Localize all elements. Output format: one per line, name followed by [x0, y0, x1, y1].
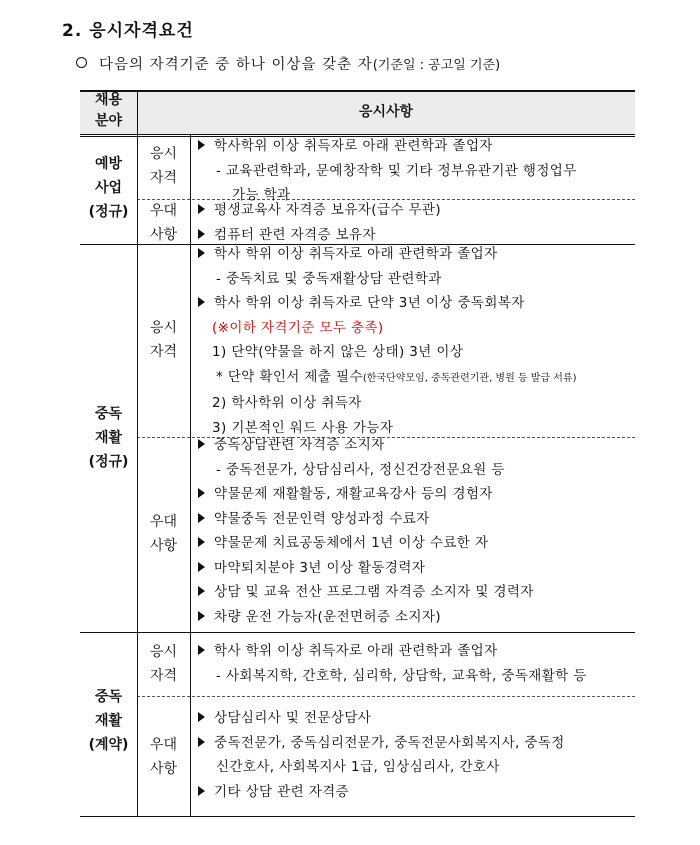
circle-bullet-icon [76, 57, 87, 68]
header-field: 채용 분야 [94, 92, 123, 129]
intro-main: 다음의 자격기준 중 하나 이상을 갖춘 자 [99, 57, 373, 73]
triangle-bullet-icon [198, 513, 205, 523]
list-item: 가능 학과 [232, 187, 291, 203]
intro-note: (기준일 : 공고일 기준) [372, 58, 501, 73]
header-requirements: 응시사항 [358, 104, 414, 120]
intro-line [76, 53, 500, 74]
triangle-bullet-icon [198, 439, 205, 449]
preference-cell [198, 706, 633, 804]
list-item: 학사 학위 이상 취득자로 아래 관련학과 졸업자 [198, 242, 633, 267]
list-item: 컴퓨터 관련 자격증 보유자 [198, 223, 633, 248]
triangle-bullet-icon [198, 140, 205, 150]
qualification-cell [198, 134, 633, 208]
column-divider [190, 134, 191, 816]
triangle-bullet-icon [198, 586, 205, 596]
list-item: 중독전문가, 중독심리전문가, 중독전문사회복지사, 중독정 [198, 731, 633, 756]
row-label-qualification: 응시 자격 [149, 146, 178, 186]
requirements-table [80, 90, 635, 817]
list-item: - 사회복지학, 간호학, 심리학, 상담학, 교육학, 중독재활학 등 [216, 667, 587, 684]
triangle-bullet-icon [198, 204, 205, 214]
row-label-preference: 우대 사항 [149, 203, 178, 243]
row-label-preference: 우대 사항 [149, 737, 178, 777]
list-item: - 교육관련학과, 문예창작학 및 기타 정부유관기관 행정업무 [216, 162, 577, 179]
category-addiction-contract: 중독 재활 (계약) [88, 689, 129, 753]
triangle-bullet-icon [198, 488, 205, 498]
list-item: * 단약 확인서 제출 필수(한국단약모임, 중독관련기관, 병원 등 발급 서류) [216, 368, 577, 385]
list-item: 기타 상담 관련 자격증 [198, 780, 633, 805]
list-item: 1) 단약(약물을 하지 않은 상태) 3년 이상 [212, 344, 464, 360]
list-item: 평생교육사 자격증 보유자(급수 무관) [198, 198, 633, 223]
list-item: 상담심리사 및 전문상담사 [198, 706, 633, 731]
triangle-bullet-icon [198, 645, 205, 655]
list-item: 학사 학위 이상 취득자로 단약 3년 이상 중독회복자 [198, 291, 633, 316]
list-item: 약물문제 재활활동, 재활교육강사 등의 경험자 [198, 482, 633, 507]
row-label-preference: 우대 사항 [149, 514, 178, 554]
triangle-bullet-icon [198, 229, 205, 239]
list-item: 약물중독 전문인력 양성과정 수료자 [198, 507, 633, 532]
list-item: 신간호사, 사회복지사 1급, 임상심리사, 간호사 [216, 759, 500, 775]
triangle-bullet-icon [198, 611, 205, 621]
list-item: 마약퇴치분야 3년 이상 활동경력자 [198, 556, 633, 581]
preference-cell [198, 433, 633, 629]
triangle-bullet-icon [198, 737, 205, 747]
triangle-bullet-icon [198, 248, 205, 258]
row-label-qualification: 응시 자격 [149, 320, 178, 360]
triangle-bullet-icon [198, 786, 205, 796]
qualification-cell [198, 639, 633, 688]
triangle-bullet-icon [198, 297, 205, 307]
row-label-qualification: 응시 자격 [149, 644, 178, 684]
list-item: 약물문제 치료공동체에서 1년 이상 수료한 자 [198, 531, 633, 556]
list-item: - 중독전문가, 상담심리사, 정신건강전문요원 등 [216, 461, 505, 478]
list-item: 학사학위 이상 취득자로 아래 관련학과 졸업자 [198, 134, 633, 159]
category-addiction-regular: 중독 재활 (정규) [88, 406, 129, 470]
list-item: 상담 및 교육 전산 프로그램 자격증 소지자 및 경력자 [198, 580, 633, 605]
list-item: 3) 기본적인 워드 사용 가능자 [212, 419, 394, 436]
row-divider [137, 696, 635, 697]
table-bottom-border [80, 816, 635, 817]
list-item: 중독상담관련 자격증 소지자 [198, 433, 633, 458]
category-prevention: 예방 사업 (정규) [88, 156, 129, 220]
qualification-cell [198, 242, 633, 440]
triangle-bullet-icon [198, 562, 205, 572]
list-item: 차량 운전 가능자(운전면허증 소지자) [198, 605, 633, 630]
group-divider [80, 632, 635, 633]
list-item: - 중독치료 및 중독재활상담 관련학과 [216, 270, 442, 287]
triangle-bullet-icon [198, 712, 205, 722]
list-item: 학사 학위 이상 취득자로 아래 관련학과 졸업자 [198, 639, 633, 664]
criteria-note: (※이하 자격기준 모두 충족) [212, 319, 384, 336]
section-heading: 2. 응시자격요건 [62, 21, 194, 41]
preference-cell [198, 198, 633, 247]
triangle-bullet-icon [198, 537, 205, 547]
list-item: 2) 학사학위 이상 취득자 [212, 395, 362, 411]
